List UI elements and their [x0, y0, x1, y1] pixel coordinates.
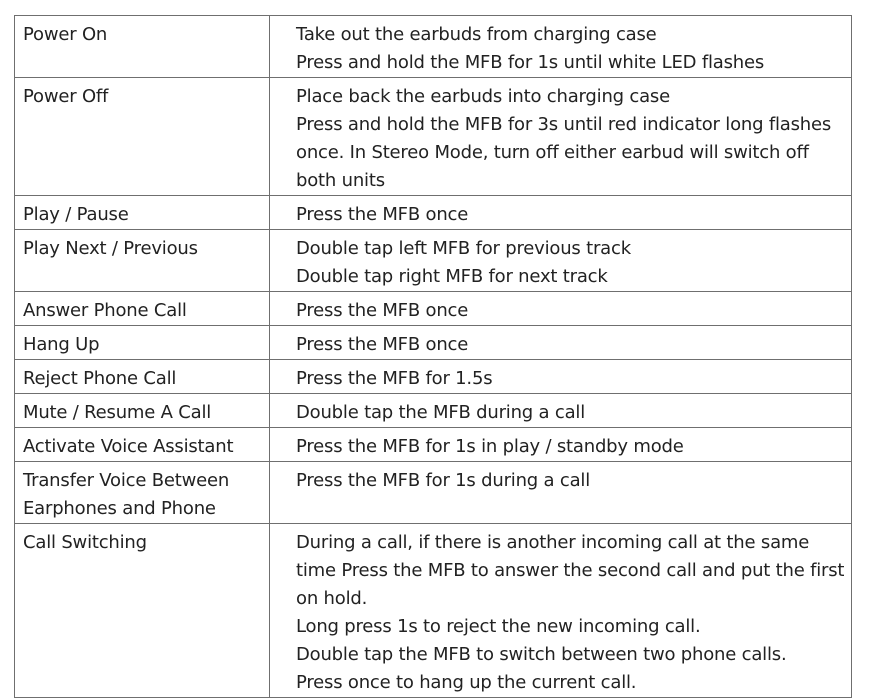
function-label: Play Next / Previous [23, 238, 198, 259]
function-label: Hang Up [23, 334, 100, 355]
operation-line: Press once to hang up the current call. [296, 672, 637, 693]
function-label: Activate Voice Assistant [23, 436, 234, 457]
function-label: Power Off [23, 86, 109, 107]
table-row [15, 360, 852, 394]
operation-line: Double tap the MFB to switch between two phone calls. [296, 644, 787, 665]
function-cell [15, 360, 270, 394]
function-cell [15, 78, 270, 196]
function-label: Power On [23, 24, 108, 45]
operations-table-body [15, 16, 852, 698]
table-row [15, 524, 852, 698]
function-cell [15, 16, 270, 78]
operation-line: Double tap right MFB for next track [296, 266, 608, 287]
operation-line: During a call, if there is another incoming call at the same time Press the MFB to answer the second call and put the first on hold. [296, 532, 845, 609]
operation-line: Press the MFB once [296, 204, 469, 225]
operation-line: Take out the earbuds from charging case [296, 24, 657, 45]
operation-line: Double tap left MFB for previous track [296, 238, 631, 259]
operation-line: Press the MFB once [296, 334, 469, 355]
operation-cell [270, 428, 852, 462]
table-row [15, 292, 852, 326]
operation-line: Press the MFB for 1.5s [296, 368, 493, 389]
function-cell [15, 394, 270, 428]
operation-cell [270, 394, 852, 428]
table-row [15, 196, 852, 230]
function-cell [15, 326, 270, 360]
function-label: Reject Phone Call [23, 368, 177, 389]
operation-line: Place back the earbuds into charging case [296, 86, 670, 107]
operation-line: Press the MFB for 1s in play / standby mode [296, 436, 684, 457]
table-row [15, 16, 852, 78]
table-row [15, 78, 852, 196]
function-cell [15, 524, 270, 698]
operation-line: Press and hold the MFB for 1s until white LED flashes [296, 52, 765, 73]
function-label: Transfer Voice Between Earphones and Phone [23, 470, 230, 519]
operation-line: Press the MFB once [296, 300, 469, 321]
operation-cell [270, 230, 852, 292]
operation-line: Press the MFB for 1s during a call [296, 470, 591, 491]
operation-cell [270, 326, 852, 360]
operation-cell [270, 16, 852, 78]
operation-line: Double tap the MFB during a call [296, 402, 586, 423]
operation-cell [270, 524, 852, 698]
function-cell [15, 292, 270, 326]
table-row [15, 230, 852, 292]
operation-cell [270, 360, 852, 394]
operation-line: Press and hold the MFB for 3s until red indicator long flashes once. In Stereo Mode, turn off either earbud will switch off both units [296, 114, 832, 191]
operation-cell [270, 196, 852, 230]
function-label: Answer Phone Call [23, 300, 187, 321]
function-cell [15, 462, 270, 524]
function-label: Call Switching [23, 532, 147, 553]
operation-line: Long press 1s to reject the new incoming call. [296, 616, 701, 637]
table-row [15, 462, 852, 524]
operations-table [14, 15, 852, 698]
function-cell [15, 428, 270, 462]
operation-cell [270, 78, 852, 196]
operation-cell [270, 292, 852, 326]
function-cell [15, 230, 270, 292]
function-label: Play / Pause [23, 204, 129, 225]
table-row [15, 428, 852, 462]
table-row [15, 394, 852, 428]
function-cell [15, 196, 270, 230]
function-label: Mute / Resume A Call [23, 402, 212, 423]
operation-cell [270, 462, 852, 524]
table-row [15, 326, 852, 360]
